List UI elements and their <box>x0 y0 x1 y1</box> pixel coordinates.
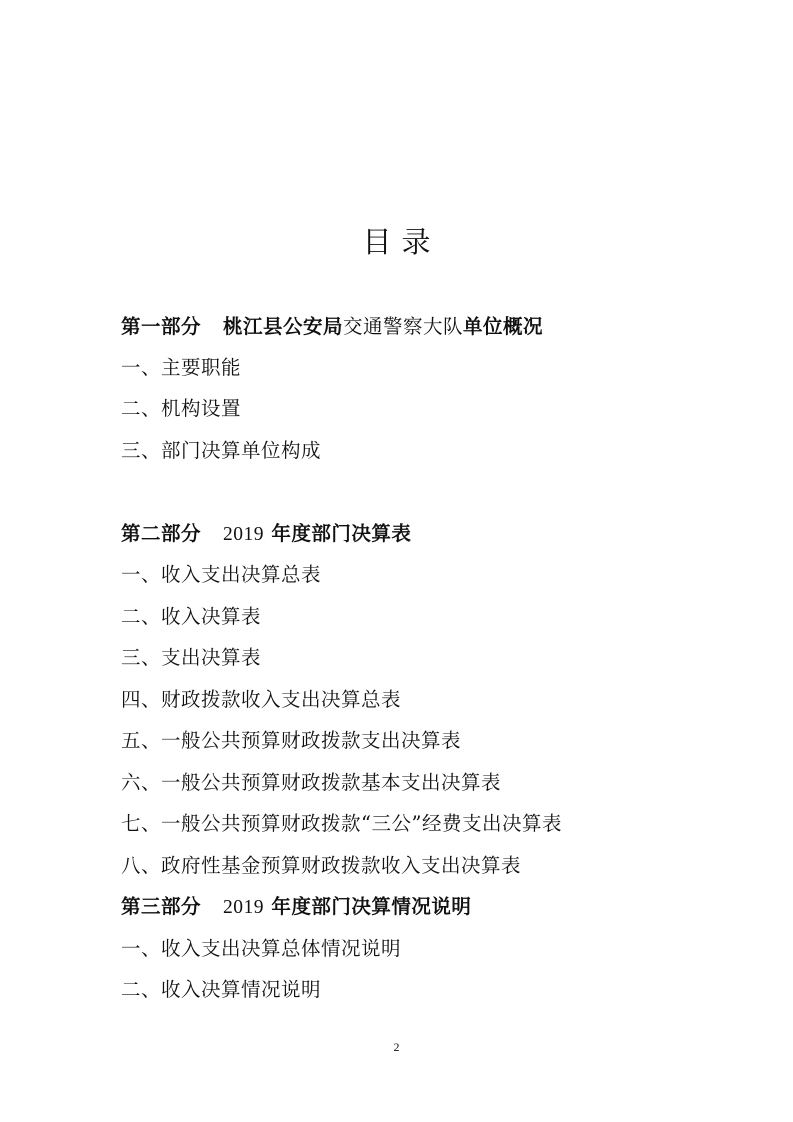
toc-item-3-2[interactable]: 二、收入决算情况说明 <box>121 978 322 1001</box>
part-1-label: 第一部分 <box>121 315 202 338</box>
toc-part-1-heading[interactable] <box>121 314 543 340</box>
toc-item-2-2[interactable]: 二、收入决算表 <box>121 605 262 628</box>
part-1-name-normal: 交通警察大队 <box>343 315 464 338</box>
toc-item-2-1[interactable]: 一、收入支出决算总表 <box>121 563 322 586</box>
part-3-label: 第三部分 <box>121 895 202 918</box>
part-2-label: 第二部分 <box>121 522 202 545</box>
part-2-name: 年度部门决算表 <box>271 522 412 545</box>
toc-item-2-4[interactable]: 四、财政拨款收入支出决算总表 <box>121 688 402 711</box>
toc-item-2-8[interactable]: 八、政府性基金预算财政拨款收入支出决算表 <box>121 854 522 877</box>
toc-part-2-heading[interactable] <box>121 521 411 548</box>
part-1-name-b: 单位概况 <box>463 315 544 338</box>
page-number: 2 <box>393 1040 400 1054</box>
toc-item-1-3[interactable]: 三、部门决算单位构成 <box>121 439 322 462</box>
toc-item-2-5[interactable]: 五、一般公共预算财政拨款支出决算表 <box>121 729 462 752</box>
part-2-year: 2019 <box>223 524 265 545</box>
part-1-name-a: 桃江县公安局 <box>223 315 344 338</box>
toc-item-1-1[interactable]: 一、主要职能 <box>121 356 242 379</box>
toc-item-3-1[interactable]: 一、收入支出决算总体情况说明 <box>121 937 402 960</box>
toc-part-3-heading[interactable] <box>121 894 471 921</box>
part-3-name: 年度部门决算情况说明 <box>271 895 472 918</box>
toc-item-2-7[interactable]: 七、一般公共预算财政拨款“三公”经费支出决算表 <box>121 812 562 835</box>
toc-item-2-6[interactable]: 六、一般公共预算财政拨款基本支出决算表 <box>121 771 502 794</box>
toc-item-1-2[interactable]: 二、机构设置 <box>121 397 242 420</box>
part-3-year: 2019 <box>223 897 265 918</box>
toc-title: 目录 <box>362 225 441 259</box>
toc-item-2-3[interactable]: 三、支出决算表 <box>121 646 262 669</box>
